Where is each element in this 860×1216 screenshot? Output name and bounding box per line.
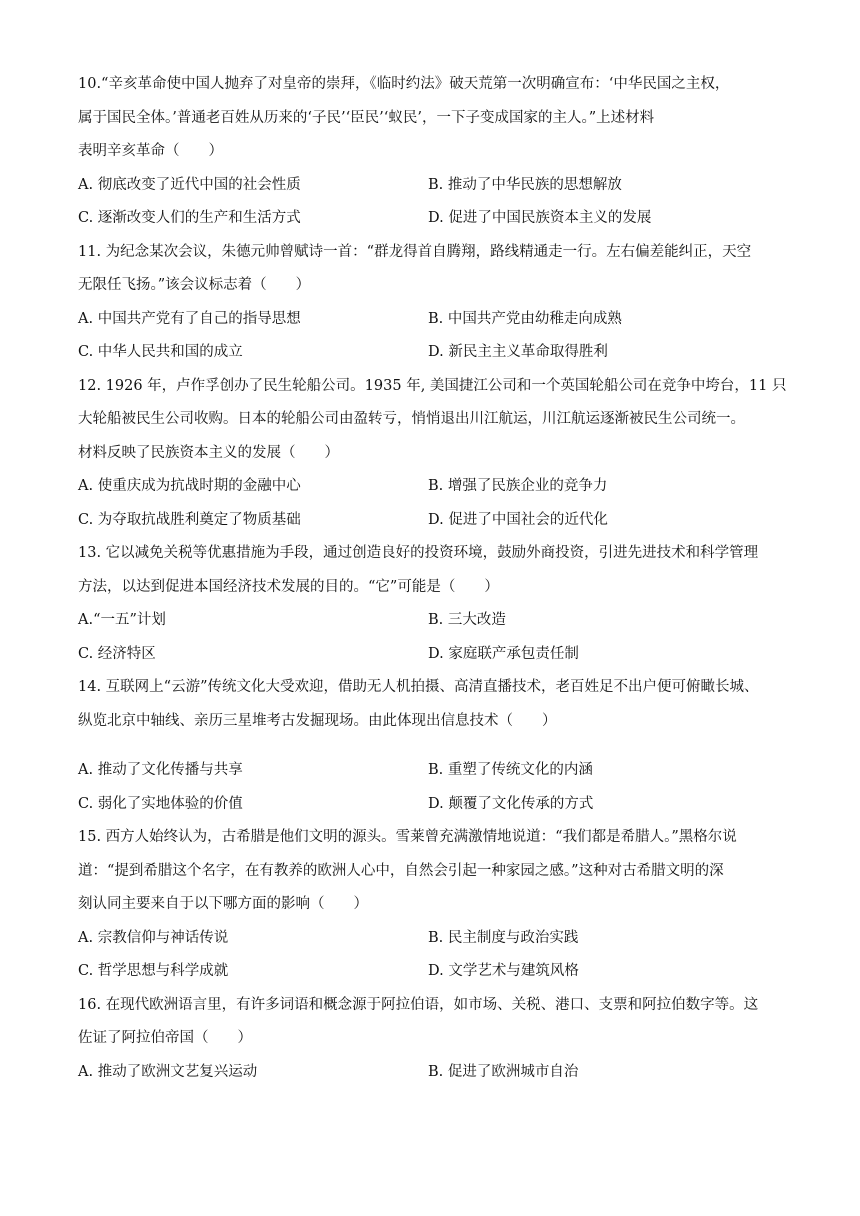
- question-11: [78, 236, 790, 303]
- question-text-line: 佐证了阿拉伯帝国（ ）: [78, 1030, 252, 1046]
- option-d: D. 家庭联产承包责任制: [428, 645, 579, 662]
- question-text-line: 13. 它以减免关税等优惠措施为手段，通过创造良好的投资环境，鼓励外商投资，引进先进技术和科学管理: [78, 545, 759, 561]
- option-a: A. 推动了欧洲文艺复兴运动: [78, 1063, 258, 1080]
- option-c: C. 经济特区: [78, 645, 156, 662]
- question-14: [78, 671, 790, 738]
- question-10-options: [78, 169, 790, 236]
- question-text-line: 道：“提到希腊这个名字，在有教养的欧洲人心中，自然会引起一种家园之感。”这种对古希腊文明的深: [78, 862, 724, 879]
- question-text-line: 12. 1926 年，卢作孚创办了民生轮船公司。1935 年, 美国捷江公司和一个英国轮船公司在竞争中垮台，11 只: [78, 377, 787, 394]
- question-14-options: [78, 754, 790, 821]
- option-c: C. 哲学思想与科学成就: [78, 963, 229, 979]
- question-text-line: 材料反映了民族资本主义的发展（ ）: [78, 444, 339, 461]
- question-text-line: 15. 西方人始终认为，古希腊是他们文明的源头。雪莱曾充满激情地说道：“我们都是希腊人。”黑格尔说: [78, 829, 737, 845]
- question-text-line: 方法，以达到促进本国经济技术发展的目的。“它”可能是（ ）: [78, 578, 499, 595]
- option-d: D. 颠覆了文化传承的方式: [428, 795, 594, 812]
- option-c: C. 弱化了实地体验的价值: [78, 795, 243, 812]
- question-13: [78, 537, 790, 604]
- question-13-options: [78, 604, 790, 671]
- question-text-line: 无限任飞扬。”该会议标志着（ ）: [78, 277, 311, 293]
- question-16: [78, 989, 790, 1056]
- option-b: B. 三大改造: [428, 612, 506, 628]
- option-d: D. 新民主主义革命取得胜利: [428, 344, 608, 360]
- option-b: B. 中国共产党由幼稚走向成熟: [428, 310, 622, 327]
- option-a: A. 宗教信仰与神话传说: [78, 929, 229, 946]
- option-b: B. 重塑了传统文化的内涵: [428, 762, 593, 778]
- question-text-line: 14. 互联网上“云游”传统文化大受欢迎，借助无人机拍摄、高清直播技术，老百姓足不出户便可俯瞰长城、: [78, 679, 759, 695]
- question-11-options: [78, 303, 790, 370]
- question-text-line: 10.“辛亥革命使中国人抛弃了对皇帝的崇拜，《临时约法》破天荒第一次明确宣布：‘中华民国之主权，: [78, 76, 730, 92]
- option-b: B. 促进了欧洲城市自治: [428, 1063, 579, 1080]
- question-15: [78, 821, 790, 922]
- question-12-options: [78, 470, 790, 537]
- question-text-line: 表明辛亥革命（ ）: [78, 143, 223, 159]
- option-b: B. 民主制度与政治实践: [428, 929, 579, 946]
- option-d: D. 文学艺术与建筑风格: [428, 963, 579, 979]
- question-text-line: 11. 为纪念某次会议，朱德元帅曾赋诗一首：“群龙得首自腾翔，路线精通走一行。左右偏差能纠正，天空: [78, 243, 752, 260]
- option-a: A.“一五”计划: [78, 612, 166, 628]
- question-text-line: 刻认同主要来自于以下哪方面的影响（ ）: [78, 896, 368, 912]
- option-a: A. 彻底改变了近代中国的社会性质: [78, 176, 301, 193]
- option-a: A. 中国共产党有了自己的指导思想: [78, 310, 301, 327]
- option-c: C. 中华人民共和国的成立: [78, 344, 243, 360]
- option-d: D. 促进了中国社会的近代化: [428, 511, 608, 528]
- option-c: C. 为夺取抗战胜利奠定了物质基础: [78, 511, 301, 528]
- option-a: A. 推动了文化传播与共享: [78, 762, 243, 778]
- option-b: B. 增强了民族企业的竞争力: [428, 478, 608, 494]
- question-text-line: 属于国民全体。’普通老百姓从历来的‘子民’‘臣民’‘蚁民’，一下子变成国家的主人。”上述材料: [78, 109, 655, 126]
- question-text-line: 纵览北京中轴线、亲历三星堆考古发掘现场。由此体现出信息技术（ ）: [78, 712, 557, 729]
- question-10: [78, 68, 790, 169]
- option-c: C. 逐渐改变人们的生产和生活方式: [78, 210, 301, 226]
- question-text-line: 16. 在现代欧洲语言里，有许多词语和概念源于阿拉伯语，如市场、关税、港口、支票和阿拉伯数字等。这: [78, 996, 759, 1013]
- question-16-options: [78, 1056, 790, 1090]
- question-12: [78, 370, 790, 471]
- question-15-options: [78, 922, 790, 989]
- question-text-line: 大轮船被民生公司收购。日本的轮船公司由盈转亏，悄悄退出川江航运，川江航运逐渐被民生公司统一。: [78, 411, 745, 427]
- option-b: B. 推动了中华民族的思想解放: [428, 176, 622, 193]
- option-d: D. 促进了中国民族资本主义的发展: [428, 210, 652, 226]
- option-a: A. 使重庆成为抗战时期的金融中心: [78, 478, 301, 494]
